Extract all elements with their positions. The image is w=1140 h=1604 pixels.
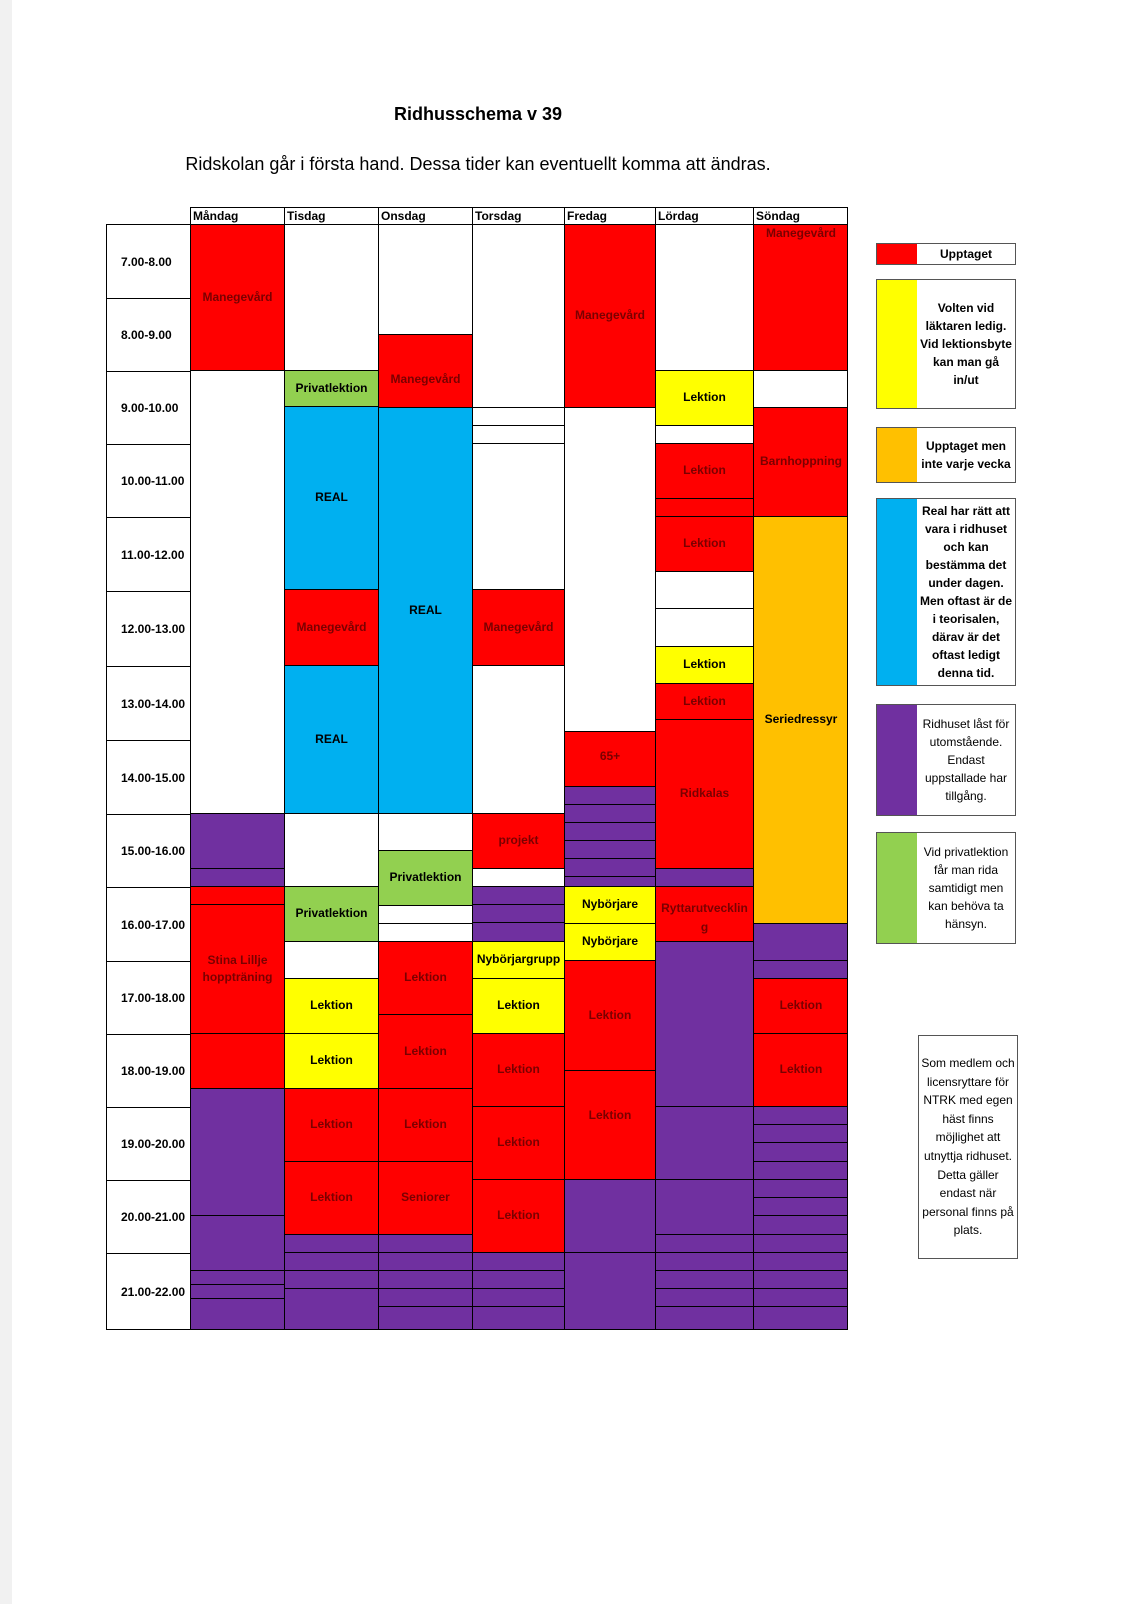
block-fri-locked	[564, 804, 655, 822]
time-slot: 14.00-15.00	[107, 740, 191, 814]
block-thu-locked	[472, 1288, 564, 1306]
legend-swatch-red	[877, 244, 917, 264]
day-header-friday: Fredag	[564, 207, 656, 224]
block-wed-real: REAL	[378, 407, 472, 813]
block-fri-locked	[564, 876, 655, 886]
time-slot: 10.00-11.00	[107, 444, 191, 517]
block-thu-free	[472, 224, 564, 407]
block-tue-real: REAL	[284, 406, 378, 589]
block-wed-privatlektion: Privatlektion	[378, 850, 472, 905]
block-sat-free	[655, 608, 753, 646]
block-sat-busy	[655, 498, 753, 516]
block-mon-locked	[190, 1088, 284, 1215]
block-sun-locked	[753, 1252, 848, 1270]
block-wed-seniorer: Seniorer	[378, 1161, 472, 1234]
legend-swatch-orange	[877, 428, 917, 482]
block-thu-free	[472, 407, 564, 425]
block-sun-locked	[753, 1306, 848, 1330]
block-sat-lektion: Lektion	[655, 443, 753, 498]
legend-item-privatlektion	[876, 832, 1016, 944]
legend-swatch-yellow	[877, 280, 917, 408]
block-mon-manegevard: Manegevård	[190, 224, 284, 370]
block-thu-lektion: Lektion	[472, 978, 564, 1033]
block-sat-lektion: Lektion	[655, 683, 753, 719]
page-title: Ridhusschema v 39	[393, 104, 563, 124]
block-fri-locked	[564, 786, 655, 804]
time-slot: 12.00-13.00	[107, 591, 191, 666]
legend-swatch-purple	[877, 705, 917, 815]
block-thu-locked	[472, 904, 564, 922]
page-subtitle: Ridskolan går i första hand. Dessa tider kan eventuellt komma att ändras.	[185, 154, 771, 174]
block-tue-real: REAL	[284, 665, 378, 813]
block-tue-locked	[284, 1252, 378, 1270]
block-mon-locked	[190, 1298, 284, 1330]
block-sat-free	[655, 224, 753, 370]
block-sat-lektion: Lektion	[655, 516, 753, 571]
block-fri-nyborjare: Nybörjare	[564, 886, 655, 923]
block-sun-locked	[753, 1124, 848, 1142]
time-slot: 20.00-21.00	[107, 1180, 191, 1253]
block-sun-lektion: Lektion	[753, 1033, 848, 1106]
block-tue-free	[284, 813, 378, 886]
block-wed-free	[378, 813, 472, 850]
block-tue-privatlektion: Privatlektion	[284, 886, 378, 941]
block-thu-locked	[472, 1306, 564, 1330]
time-slot: 13.00-14.00	[107, 666, 191, 740]
legend-label: Upptaget	[940, 247, 992, 261]
block-mon-locked	[190, 813, 284, 868]
block-thu-free	[472, 665, 564, 813]
time-slot: 8.00-9.00	[107, 298, 191, 371]
day-header-tuesday: Tisdag	[284, 207, 379, 224]
block-sun-locked	[753, 923, 848, 960]
schedule-grid	[190, 224, 848, 1330]
block-fri-lektion: Lektion	[564, 960, 655, 1070]
time-slot: 21.00-22.00	[107, 1253, 191, 1329]
block-fri-65plus: 65+	[564, 731, 655, 786]
block-fri-lektion: Lektion	[564, 1070, 655, 1179]
block-thu-manegevard: Manegevård	[472, 589, 564, 665]
block-fri-free	[564, 407, 655, 731]
block-fri-nyborjare: Nybörjare	[564, 923, 655, 960]
block-tue-lektion: Lektion	[284, 978, 378, 1033]
block-wed-lektion: Lektion	[378, 941, 472, 1014]
legend-label: Vid privatlektion får man rida samtidigt men kan behöva ta hänsyn.	[923, 845, 1009, 931]
block-tue-lektion: Lektion	[284, 1088, 378, 1161]
block-sat-lektion: Lektion	[655, 646, 753, 683]
block-sun-lektion: Lektion	[753, 978, 848, 1033]
page-edge	[0, 0, 12, 1604]
block-tue-free	[284, 224, 378, 370]
block-sat-locked	[655, 1179, 753, 1234]
block-sat-free	[655, 571, 753, 608]
legend-label: Volten vid läktaren ledig. Vid lektionsbyte kan man gå in/ut	[920, 301, 1012, 387]
block-mon-busy	[190, 1033, 284, 1088]
block-sat-locked	[655, 1106, 753, 1179]
legend-item-upptaget-ibland	[876, 427, 1016, 483]
block-thu-free	[472, 425, 564, 443]
legend-item-last	[876, 704, 1016, 816]
block-sat-locked	[655, 868, 753, 886]
block-mon-locked	[190, 1284, 284, 1298]
member-note: Som medlem och licensryttare för NTRK med egen häst finns möjlighet att utnyttja ridhuset. Detta gäller endast när personal finns på plats.	[918, 1035, 1018, 1259]
block-mon-free	[190, 370, 284, 813]
time-slot: 9.00-10.00	[107, 371, 191, 444]
block-thu-locked	[472, 886, 564, 904]
block-sun-locked	[753, 1142, 848, 1161]
block-wed-lektion: Lektion	[378, 1088, 472, 1161]
block-wed-locked	[378, 1288, 472, 1306]
block-thu-free	[472, 868, 564, 886]
block-sat-locked	[655, 941, 753, 1106]
block-tue-free	[284, 941, 378, 978]
block-sun-barnhoppning: Barnhoppning	[753, 407, 848, 516]
block-mon-busy	[190, 886, 284, 904]
day-header-sunday: Söndag	[753, 207, 848, 224]
block-sat-locked	[655, 1234, 753, 1252]
block-wed-free	[378, 923, 472, 941]
block-tue-locked	[284, 1234, 378, 1252]
block-sun-seriedressyr: Seriedressyr	[753, 516, 848, 923]
block-mon-locked	[190, 1215, 284, 1270]
legend-label: Real har rätt att vara i ridhuset och kan bestämma det under dagen. Men oftast är de i teorisalen, därav är det oftast ledigt denna tid.	[919, 504, 1012, 680]
time-column	[106, 224, 191, 1330]
block-fri-manegevard: Manegevård	[564, 224, 655, 407]
block-sun-locked	[753, 1270, 848, 1288]
block-sun-locked	[753, 1215, 848, 1234]
block-sun-locked	[753, 1106, 848, 1124]
block-mon-locked	[190, 1270, 284, 1284]
block-fri-locked	[564, 822, 655, 840]
block-sun-locked	[753, 960, 848, 978]
legend-item-upptaget	[876, 243, 1016, 265]
block-wed-locked	[378, 1306, 472, 1330]
block-wed-lektion: Lektion	[378, 1014, 472, 1088]
block-fri-locked	[564, 858, 655, 876]
time-slot: 19.00-20.00	[107, 1107, 191, 1180]
block-tue-manegevard: Manegevård	[284, 589, 378, 665]
block-sun-locked	[753, 1179, 848, 1197]
block-thu-locked	[472, 1270, 564, 1288]
block-sat-locked	[655, 1288, 753, 1306]
block-fri-locked	[564, 840, 655, 858]
block-wed-free	[378, 224, 472, 334]
block-thu-lektion: Lektion	[472, 1179, 564, 1252]
legend-label: Ridhuset låst för utomstående. Endast uppstallade har tillgång.	[922, 717, 1010, 803]
block-sun-locked	[753, 1288, 848, 1306]
block-wed-locked	[378, 1270, 472, 1288]
legend-item-volten	[876, 279, 1016, 409]
block-thu-free	[472, 443, 564, 589]
block-wed-free	[378, 905, 472, 923]
block-wed-manegevard: Manegevård	[378, 334, 472, 407]
block-sat-locked	[655, 1306, 753, 1330]
block-thu-nyborjargrupp: Nybörjargrupp	[472, 941, 564, 978]
block-thu-locked	[472, 1252, 564, 1270]
block-tue-privatlektion: Privatlektion	[284, 370, 378, 406]
block-fri-locked	[564, 1179, 655, 1252]
time-slot: 11.00-12.00	[107, 517, 191, 591]
block-thu-lektion: Lektion	[472, 1033, 564, 1106]
block-sat-free	[655, 425, 753, 443]
block-thu-projekt: projekt	[472, 813, 564, 868]
block-fri-locked	[564, 1252, 655, 1330]
legend-label: Upptaget men inte varje vecka	[921, 439, 1011, 471]
legend-item-real	[876, 498, 1016, 686]
time-slot: 16.00-17.00	[107, 887, 191, 961]
block-wed-locked	[378, 1234, 472, 1252]
block-sun-locked	[753, 1234, 848, 1252]
block-tue-locked	[284, 1270, 378, 1288]
block-sat-ridkalas: Ridkalas	[655, 719, 753, 868]
block-sun-free	[753, 370, 848, 407]
day-header-thursday: Torsdag	[472, 207, 565, 224]
legend-swatch-blue	[877, 499, 917, 685]
legend-swatch-green	[877, 833, 917, 943]
block-thu-locked	[472, 922, 564, 941]
block-wed-locked	[378, 1252, 472, 1270]
block-sun-manegevard: Manegevård	[753, 224, 848, 370]
block-sat-lektion: Lektion	[655, 370, 753, 425]
time-slot: 7.00-8.00	[121, 254, 172, 269]
time-slot: 18.00-19.00	[107, 1034, 191, 1107]
block-sun-locked	[753, 1197, 848, 1215]
block-mon-locked	[190, 868, 284, 886]
block-sat-ryttarutveckling: Ryttarutvecklin g	[655, 886, 753, 941]
day-header-monday: Måndag	[190, 207, 285, 224]
block-thu-lektion: Lektion	[472, 1106, 564, 1179]
block-sat-locked	[655, 1252, 753, 1270]
day-header-wednesday: Onsdag	[378, 207, 473, 224]
block-mon-stina: Stina Lillje hoppträning	[190, 904, 284, 1033]
block-sun-locked	[753, 1161, 848, 1179]
day-header-saturday: Lördag	[655, 207, 754, 224]
time-slot: 17.00-18.00	[107, 961, 191, 1034]
block-sat-locked	[655, 1270, 753, 1288]
time-slot: 15.00-16.00	[107, 814, 191, 887]
block-tue-lektion: Lektion	[284, 1161, 378, 1234]
block-tue-lektion: Lektion	[284, 1033, 378, 1088]
block-tue-locked	[284, 1288, 378, 1330]
